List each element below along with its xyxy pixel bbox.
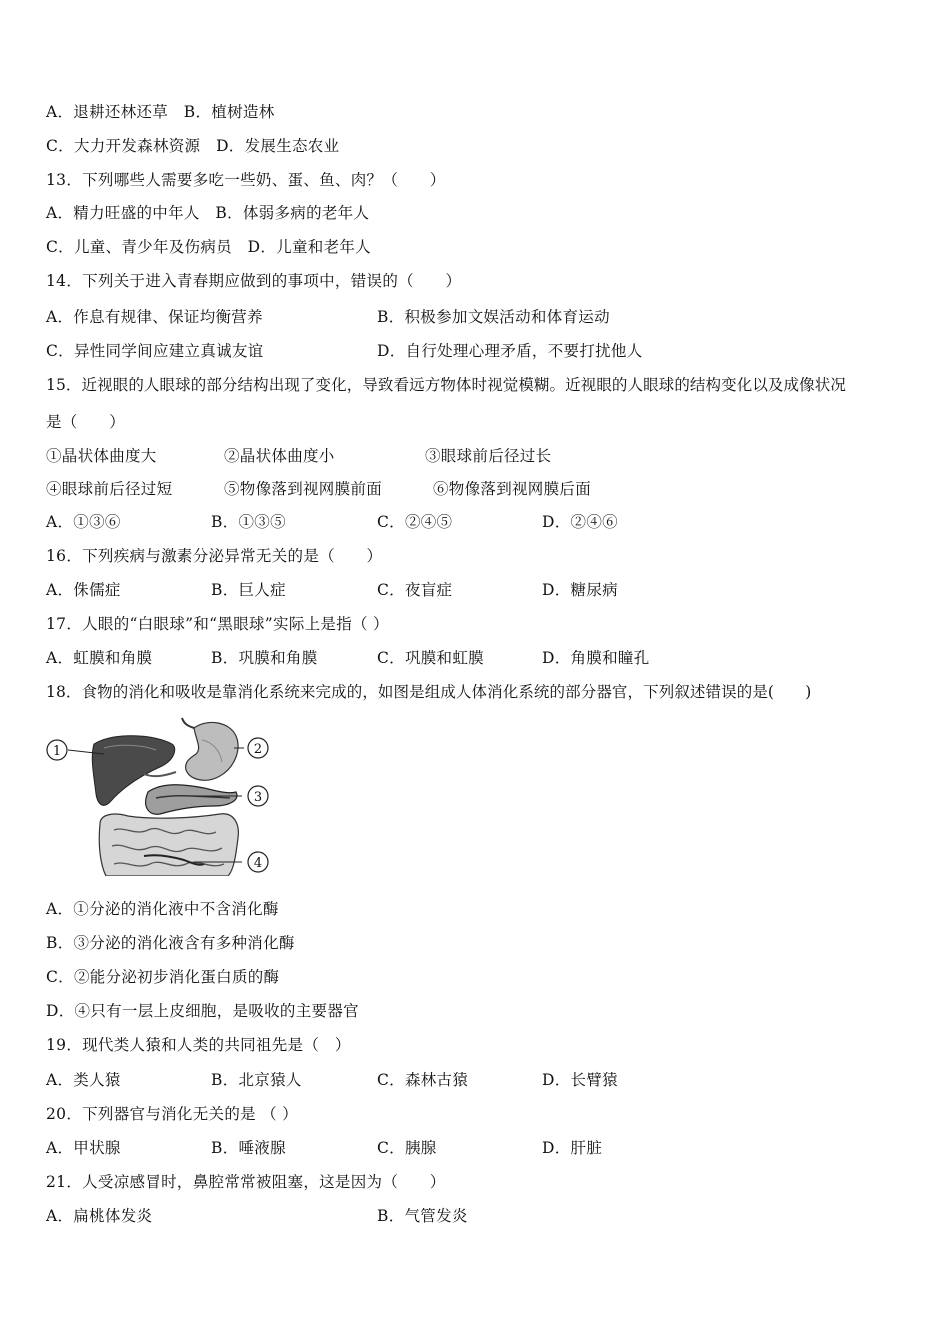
- q16-option-a[interactable]: A．侏儒症: [46, 581, 121, 599]
- figure-label-2: [248, 738, 268, 758]
- q20-option-c[interactable]: C．胰腺: [377, 1139, 437, 1157]
- svg-text:3: 3: [253, 790, 263, 805]
- q15-option-b[interactable]: B．①③⑤: [211, 513, 286, 531]
- q12-option-a[interactable]: A．退耕还林还草: [46, 103, 169, 121]
- q16-stem: 16．下列疾病与激素分泌异常无关的是（ ）: [46, 547, 383, 565]
- svg-text:2: 2: [253, 742, 263, 757]
- q17-option-d[interactable]: D．角膜和瞳孔: [542, 649, 650, 667]
- q17-option-a[interactable]: A．虹膜和角膜: [46, 649, 153, 667]
- q21-option-b[interactable]: B．气管发炎: [377, 1207, 468, 1225]
- q15-statement-5: ⑤物像落到视网膜前面: [224, 480, 383, 498]
- stomach-illustration: [186, 722, 238, 780]
- intestine-illustration: [99, 814, 238, 876]
- q13-option-a[interactable]: A．精力旺盛的中年人: [46, 204, 200, 222]
- q13-options-row2: [46, 237, 371, 257]
- figure-label-4: [248, 852, 268, 872]
- q12-options-row1: [46, 102, 275, 122]
- pancreas-illustration: [146, 785, 237, 815]
- q18-option-d[interactable]: D．④只有一层上皮细胞，是吸收的主要器官: [46, 1002, 359, 1020]
- q13-option-d[interactable]: D．儿童和老年人: [247, 238, 371, 256]
- q16-option-b[interactable]: B．巨人症: [211, 581, 286, 599]
- q13-option-c[interactable]: C．儿童、青少年及伤病员: [46, 238, 232, 256]
- q15-statement-2: ②晶状体曲度小: [224, 447, 335, 465]
- svg-text:4: 4: [253, 856, 263, 871]
- q15-stem-line2: 是（ ）: [46, 413, 126, 431]
- q14-option-b[interactable]: B．积极参加文娱活动和体育运动: [377, 308, 610, 326]
- q15-statement-1: ①晶状体曲度大: [46, 447, 157, 465]
- q18-option-b[interactable]: B．③分泌的消化液含有多种消化酶: [46, 934, 295, 952]
- q21-stem: 21．人受凉感冒时，鼻腔常常被阻塞，这是因为（ ）: [46, 1173, 446, 1191]
- q13-stem: 13．下列哪些人需要多吃一些奶、蛋、鱼、肉？（ ）: [46, 171, 446, 189]
- q19-option-d[interactable]: D．长臂猿: [542, 1071, 618, 1089]
- digestive-system-figure: [44, 714, 276, 876]
- q20-stem: 20．下列器官与消化无关的是 （ ）: [46, 1105, 298, 1123]
- q17-option-b[interactable]: B．巩膜和角膜: [211, 649, 318, 667]
- figure-label-1: [47, 740, 67, 760]
- q19-option-b[interactable]: B．北京猿人: [211, 1071, 302, 1089]
- q20-option-d[interactable]: D．肝脏: [542, 1139, 603, 1157]
- q18-option-a[interactable]: A．①分泌的消化液中不含消化酶: [46, 900, 279, 918]
- q12-option-c[interactable]: C．大力开发森林资源: [46, 137, 201, 155]
- q16-option-d[interactable]: D．糖尿病: [542, 581, 618, 599]
- q18-option-c[interactable]: C．②能分泌初步消化蛋白质的酶: [46, 968, 280, 986]
- q14-option-d[interactable]: D．自行处理心理矛盾，不要打扰他人: [377, 342, 643, 360]
- q12-options-row2: [46, 136, 339, 156]
- q17-option-c[interactable]: C．巩膜和虹膜: [377, 649, 484, 667]
- q15-statement-6: ⑥物像落到视网膜后面: [433, 480, 592, 498]
- q15-option-c[interactable]: C．②④⑤: [377, 513, 453, 531]
- q18-stem: 18．食物的消化和吸收是靠消化系统来完成的，如图是组成人体消化系统的部分器官，下列叙述错误的是( ): [46, 683, 812, 701]
- q15-statement-4: ④眼球前后径过短: [46, 480, 173, 498]
- q12-option-d[interactable]: D．发展生态农业: [216, 137, 340, 155]
- q21-option-a[interactable]: A．扁桃体发炎: [46, 1207, 153, 1225]
- q14-option-a[interactable]: A．作息有规律、保证均衡营养: [46, 308, 263, 326]
- q16-option-c[interactable]: C．夜盲症: [377, 581, 453, 599]
- q14-stem: 14．下列关于进入青春期应做到的事项中，错误的（ ）: [46, 272, 462, 290]
- q15-option-a[interactable]: A．①③⑥: [46, 513, 121, 531]
- q15-option-d[interactable]: D．②④⑥: [542, 513, 618, 531]
- q20-option-b[interactable]: B．唾液腺: [211, 1139, 286, 1157]
- q19-stem: 19．现代类人猿和人类的共同祖先是（ ）: [46, 1036, 351, 1054]
- q19-option-c[interactable]: C．森林古猿: [377, 1071, 469, 1089]
- q13-option-b[interactable]: B．体弱多病的老年人: [215, 204, 370, 222]
- q19-option-a[interactable]: A．类人猿: [46, 1071, 121, 1089]
- figure-label-3: [248, 786, 268, 806]
- q12-option-b[interactable]: B．植树造林: [183, 103, 275, 121]
- q14-option-c[interactable]: C．异性同学间应建立真诚友谊: [46, 342, 264, 360]
- q15-stem-line1: 15．近视眼的人眼球的部分结构出现了变化，导致看远方物体时视觉模糊。近视眼的人眼球的结构变化以及成像状况: [46, 376, 846, 394]
- svg-text:1: 1: [52, 744, 62, 759]
- q20-option-a[interactable]: A．甲状腺: [46, 1139, 121, 1157]
- q17-stem: 17．人眼的“白眼球”和“黑眼球”实际上是指（ ）: [46, 615, 389, 633]
- q15-statement-3: ③眼球前后径过长: [425, 447, 552, 465]
- q13-options-row1: [46, 203, 369, 223]
